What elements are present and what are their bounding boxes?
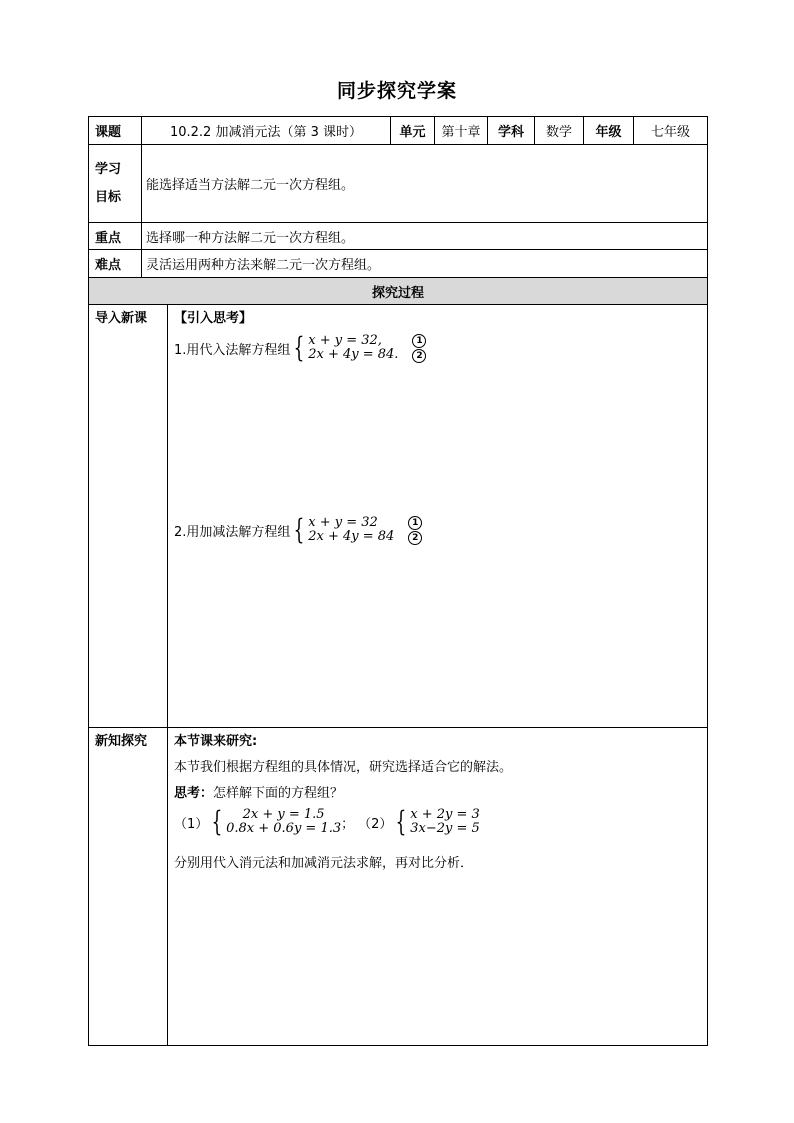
difficulty-row [89, 250, 708, 278]
task-text: 分别用代入消元法和加减消元法求解，再对比分析． [174, 856, 474, 871]
think-label: 思考： [174, 786, 214, 801]
left-brace-icon: { [293, 331, 305, 364]
topic-label: 课题 [89, 117, 142, 145]
key-point-row [89, 223, 708, 250]
grade-label: 年级 [584, 117, 634, 145]
question-2-system [308, 516, 394, 544]
intro-heading: 【引入思考】 [174, 311, 253, 326]
explore-intro-text: 本节我们根据方程组的具体情况，研究选择适合它的解法。 [174, 760, 513, 775]
problem-1-label: （1） [174, 816, 209, 832]
goal-row [89, 145, 708, 223]
process-header: 探究过程 [89, 278, 708, 305]
question-1 [174, 333, 426, 363]
goal-label-line1: 学习 [95, 161, 122, 177]
problem-1-eq1: 2x + y = 1.5 [242, 807, 325, 822]
problem-1-eq2: 0.8x + 0.6y = 1.3 [226, 821, 342, 836]
goal-text: 能选择适当方法解二元一次方程组。 [142, 145, 708, 223]
page-title: 同步探究学案 [336, 80, 457, 102]
circled-one-icon: 1 [408, 516, 422, 530]
problem-systems [174, 805, 480, 838]
question-1-eq1: x + y = 32, [308, 333, 382, 348]
question-1-prefix: 1.用代入法解方程组 [174, 342, 291, 358]
left-brace-icon: { [211, 805, 223, 838]
header-row [89, 117, 708, 145]
difficulty-text: 灵活运用两种方法来解二元一次方程组。 [142, 250, 708, 278]
intro-label: 导入新课 [89, 305, 168, 728]
question-2-eq1: x + y = 32 [308, 515, 378, 530]
explore-heading: 本节课来研究: [174, 734, 258, 749]
problem-2-eq2: 3x−2y = 5 [410, 821, 480, 836]
key-point-text: 选择哪一种方法解二元一次方程组。 [142, 223, 708, 250]
think-text: 怎样解下面的方程组？ [213, 786, 344, 801]
circled-two-icon: 2 [408, 531, 422, 545]
explore-content [168, 728, 708, 1046]
lesson-table [88, 116, 708, 1046]
difficulty-label: 难点 [89, 250, 142, 278]
goal-label-line2: 目标 [95, 189, 122, 205]
question-1-system [308, 334, 398, 362]
grade-value: 七年级 [634, 117, 708, 145]
question-2 [174, 515, 422, 545]
circled-two-icon: 2 [412, 349, 426, 363]
goal-label [89, 145, 142, 223]
problem-2-label: （2） [358, 816, 393, 832]
explore-label: 新知探究 [89, 728, 168, 1046]
problem-separator: ； [341, 816, 355, 832]
key-point-label: 重点 [89, 223, 142, 250]
think-line [174, 782, 343, 801]
problem-2-eq1: x + 2y = 3 [410, 807, 480, 822]
process-header-row [89, 278, 708, 305]
problem-1-system [226, 808, 341, 836]
subject-label: 学科 [488, 117, 535, 145]
question-1-marks [398, 333, 426, 363]
left-brace-icon: { [395, 805, 407, 838]
circled-one-icon: 1 [412, 334, 426, 348]
explore-row [89, 728, 708, 1046]
left-brace-icon: { [293, 513, 305, 546]
intro-row [89, 305, 708, 728]
question-2-prefix: 2.用加减法解方程组 [174, 524, 291, 540]
unit-value: 第十章 [435, 117, 488, 145]
subject-value: 数学 [535, 117, 584, 145]
unit-label: 单元 [391, 117, 435, 145]
question-2-eq2: 2x + 4y = 84 [308, 529, 395, 544]
question-2-marks [394, 515, 422, 545]
question-1-eq2: 2x + 4y = 84. [308, 347, 399, 362]
problem-2-system [410, 808, 480, 836]
intro-content [168, 305, 708, 728]
topic-value: 10.2.2 加减消元法（第 3 课时） [142, 117, 391, 145]
